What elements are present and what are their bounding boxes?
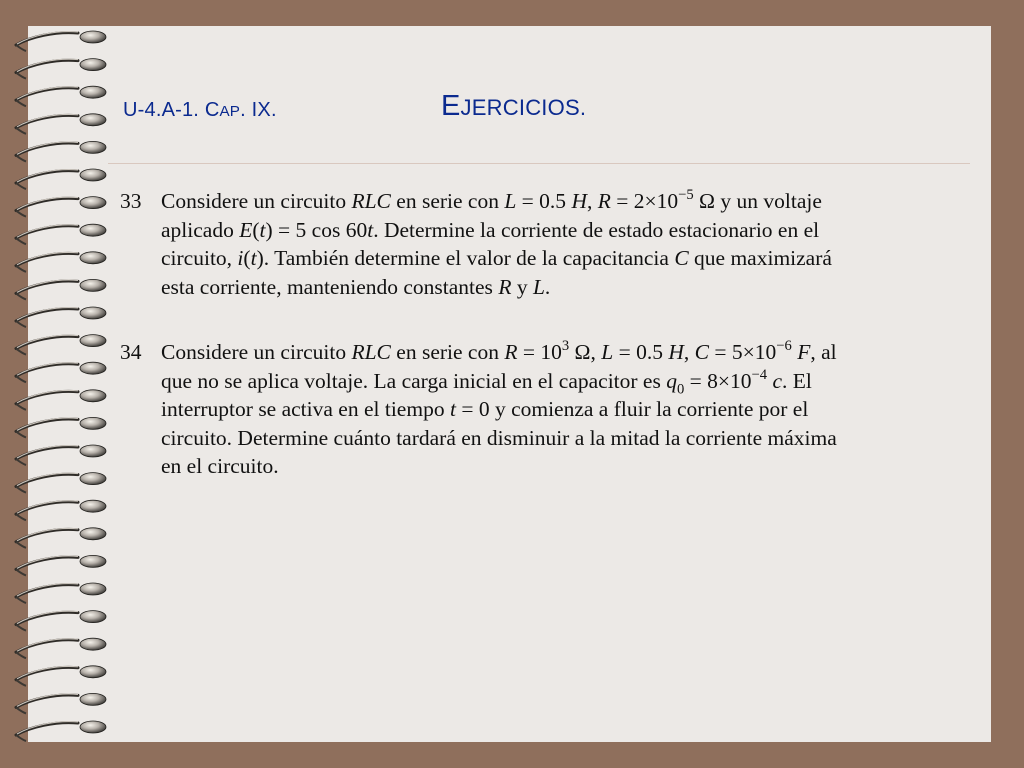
binding-ring-icon [16, 169, 106, 189]
binding-ring-icon [16, 114, 106, 134]
binding-ring-icon [16, 555, 106, 575]
header-divider [108, 163, 970, 164]
binding-ring-icon [16, 583, 106, 603]
course-code: U-4.A-1. CAP. IX. [123, 99, 277, 121]
binding-ring-icon [16, 197, 106, 217]
binding-ring-icon [16, 362, 106, 382]
page-title: EJERCICIOS. [441, 90, 587, 122]
slide-header [123, 90, 943, 129]
binding-ring-icon [16, 307, 106, 327]
binding-ring-icon [16, 335, 106, 355]
binding-ring-icon [16, 611, 106, 631]
binding-ring-icon [16, 693, 106, 713]
exercise-33 [120, 187, 980, 301]
binding-ring-icon [16, 528, 106, 548]
binding-ring-icon [16, 31, 106, 51]
binding-ring-icon [16, 721, 106, 741]
binding-ring-icon [16, 500, 106, 520]
binding-ring-icon [16, 390, 106, 410]
exercise-number: 33 [120, 189, 142, 213]
binding-ring-icon [16, 279, 106, 299]
binding-ring-icon [16, 417, 106, 437]
binding-ring-icon [16, 224, 106, 244]
binding-ring-icon [16, 86, 106, 106]
exercise-text: Considere un circuito RLC en serie con $R = 10^3$ Ω, L = 0.5 H, $C = 5\times 10^{-6}$ F, al que no se aplica voltaje. La carga inicial en el capacitor es $q_0 = 8\times 10^{-4}$ c. El interruptor se activa en el tiempo t = 0 y comienza a fluir la corriente por el circuito. Determine cuánto tardará en disminuir a la mitad la corriente máxima en el circuito. [161, 338, 837, 478]
binding-ring-icon [16, 59, 106, 79]
exercise-34 [120, 338, 980, 481]
exercise-text: Considere un circuito RLC en serie con L = 0.5 H, $R = 2\times 10^{-5}$ Ω y un voltaje aplicado E(t) = 5 cos 60t. Determine la corriente de estado estacionario en el circuito, i(t). También determine el valor de la capacitancia C que maximizará esta corriente, manteniendo constantes R y L. [161, 187, 832, 299]
binding-ring-icon [16, 141, 106, 161]
binding-ring-icon [16, 473, 106, 493]
binding-ring-icon [16, 252, 106, 272]
binding-ring-icon [16, 445, 106, 465]
spiral-binding-icon [0, 0, 140, 768]
binding-ring-icon [16, 666, 106, 686]
binding-ring-icon [16, 638, 106, 658]
exercise-number: 34 [120, 340, 142, 364]
